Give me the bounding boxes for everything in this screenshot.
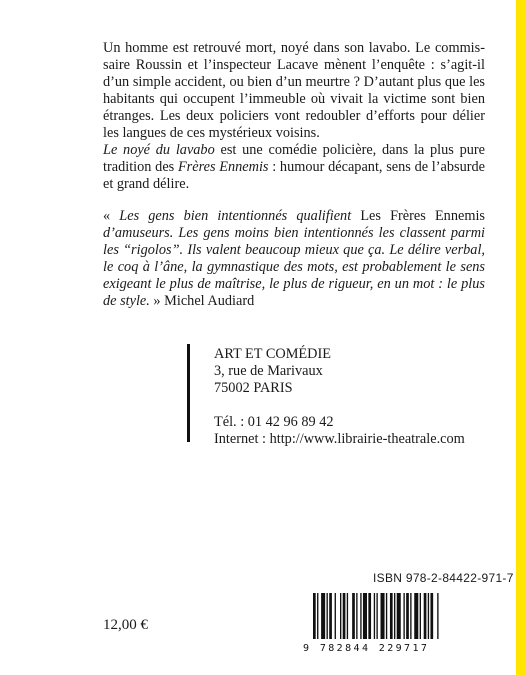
barcode-bar bbox=[414, 593, 418, 639]
yellow-edge-strip bbox=[516, 0, 525, 675]
barcode-digits: 9 782844 229717 bbox=[303, 643, 430, 653]
isbn-barcode bbox=[301, 593, 497, 653]
quote-attribution: » Michel Audiard bbox=[149, 293, 255, 309]
address-divider-bar bbox=[187, 344, 190, 442]
barcode-bar bbox=[317, 593, 318, 639]
synopsis-p2-part2: : humour décapant, sens de l’absurde et grand délire. bbox=[103, 159, 485, 192]
audiard-quote bbox=[103, 208, 485, 310]
publisher-website[interactable]: Internet : http://www.librairie-theatrale.com bbox=[214, 431, 465, 447]
barcode-bar bbox=[327, 593, 328, 639]
quote-open: « bbox=[103, 208, 120, 224]
publisher-street: 3, rue de Marivaux bbox=[214, 363, 323, 379]
barcode-bar bbox=[356, 593, 357, 639]
publisher-name: ART ET COMÉDIE bbox=[214, 346, 331, 362]
barcode-bar bbox=[352, 593, 355, 639]
barcode-bar bbox=[376, 593, 377, 639]
barcode-bar bbox=[321, 593, 325, 639]
quote-italic-1: Les gens bien intentionnés qualifient bbox=[119, 208, 352, 224]
isbn-number: ISBN 978-2-84422-971-7 bbox=[373, 571, 514, 585]
barcode-bar bbox=[347, 593, 348, 639]
barcode-bar bbox=[335, 593, 336, 639]
barcode-bar bbox=[390, 593, 393, 639]
play-title: Le noyé du lavabo bbox=[103, 142, 215, 158]
quote-roman-1: Les Frères Ennemis bbox=[351, 208, 485, 224]
barcode-bar bbox=[386, 593, 387, 639]
barcode-bar bbox=[410, 593, 411, 639]
barcode-bar bbox=[363, 593, 367, 639]
barcode-bar bbox=[403, 593, 404, 639]
barcode-bar bbox=[397, 593, 401, 639]
price: 12,00 € bbox=[103, 617, 148, 633]
publisher-address bbox=[214, 346, 465, 448]
barcode-bar bbox=[420, 593, 421, 639]
publisher-city: 75002 PARIS bbox=[214, 380, 293, 396]
synopsis-text bbox=[103, 40, 485, 193]
barcode-bar bbox=[406, 593, 409, 639]
barcode-bar bbox=[394, 593, 395, 639]
synopsis-p2-part1: est une comédie policière, dans la plus pure tradition des bbox=[103, 142, 485, 175]
barcode-bar bbox=[368, 593, 371, 639]
barcode-bar bbox=[329, 593, 332, 639]
barcode-bar bbox=[437, 593, 438, 639]
barcode-bar bbox=[360, 593, 361, 639]
barcode-bar bbox=[424, 593, 427, 639]
publisher-phone: Tél. : 01 42 96 89 42 bbox=[214, 414, 334, 430]
barcode-bar bbox=[340, 593, 341, 639]
barcode-bars bbox=[313, 593, 439, 639]
barcode-bar bbox=[313, 593, 316, 639]
quote-italic-2: d’amuseurs. Les gens moins bien intentionnés les classent parmi les “rigolos”. Ils valent beaucoup mieux que ça. Le délire verbal, le coq à l’âne, la gymnastique des mots, est probablement le sens exigeant le plus de maîtrise, le plus de rigueur, en un mot : le plus de style. bbox=[103, 225, 485, 309]
barcode-bar bbox=[430, 593, 433, 639]
synopsis-paragraph-2 bbox=[103, 142, 485, 193]
barcode-bar bbox=[343, 593, 346, 639]
barcode-bar bbox=[428, 593, 429, 639]
barcode-bar bbox=[381, 593, 385, 639]
authors-name: Frères Ennemis bbox=[177, 159, 269, 175]
synopsis-paragraph-1: Un homme est retrouvé mort, noyé dans son lavabo. Le commissaire Roussin et l’inspecteur Lacave mènent l’enquête : s’agit-il d’un simple accident, ou bien d’un meurtre ? D’autant plus que les habitants qui occupent l’immeuble où vivait la victime sont bien étranges. Les deux policiers vont redoubler d’efforts pour délier les langues de ces mystérieux voisins. bbox=[103, 40, 485, 141]
barcode-bar bbox=[374, 593, 375, 639]
